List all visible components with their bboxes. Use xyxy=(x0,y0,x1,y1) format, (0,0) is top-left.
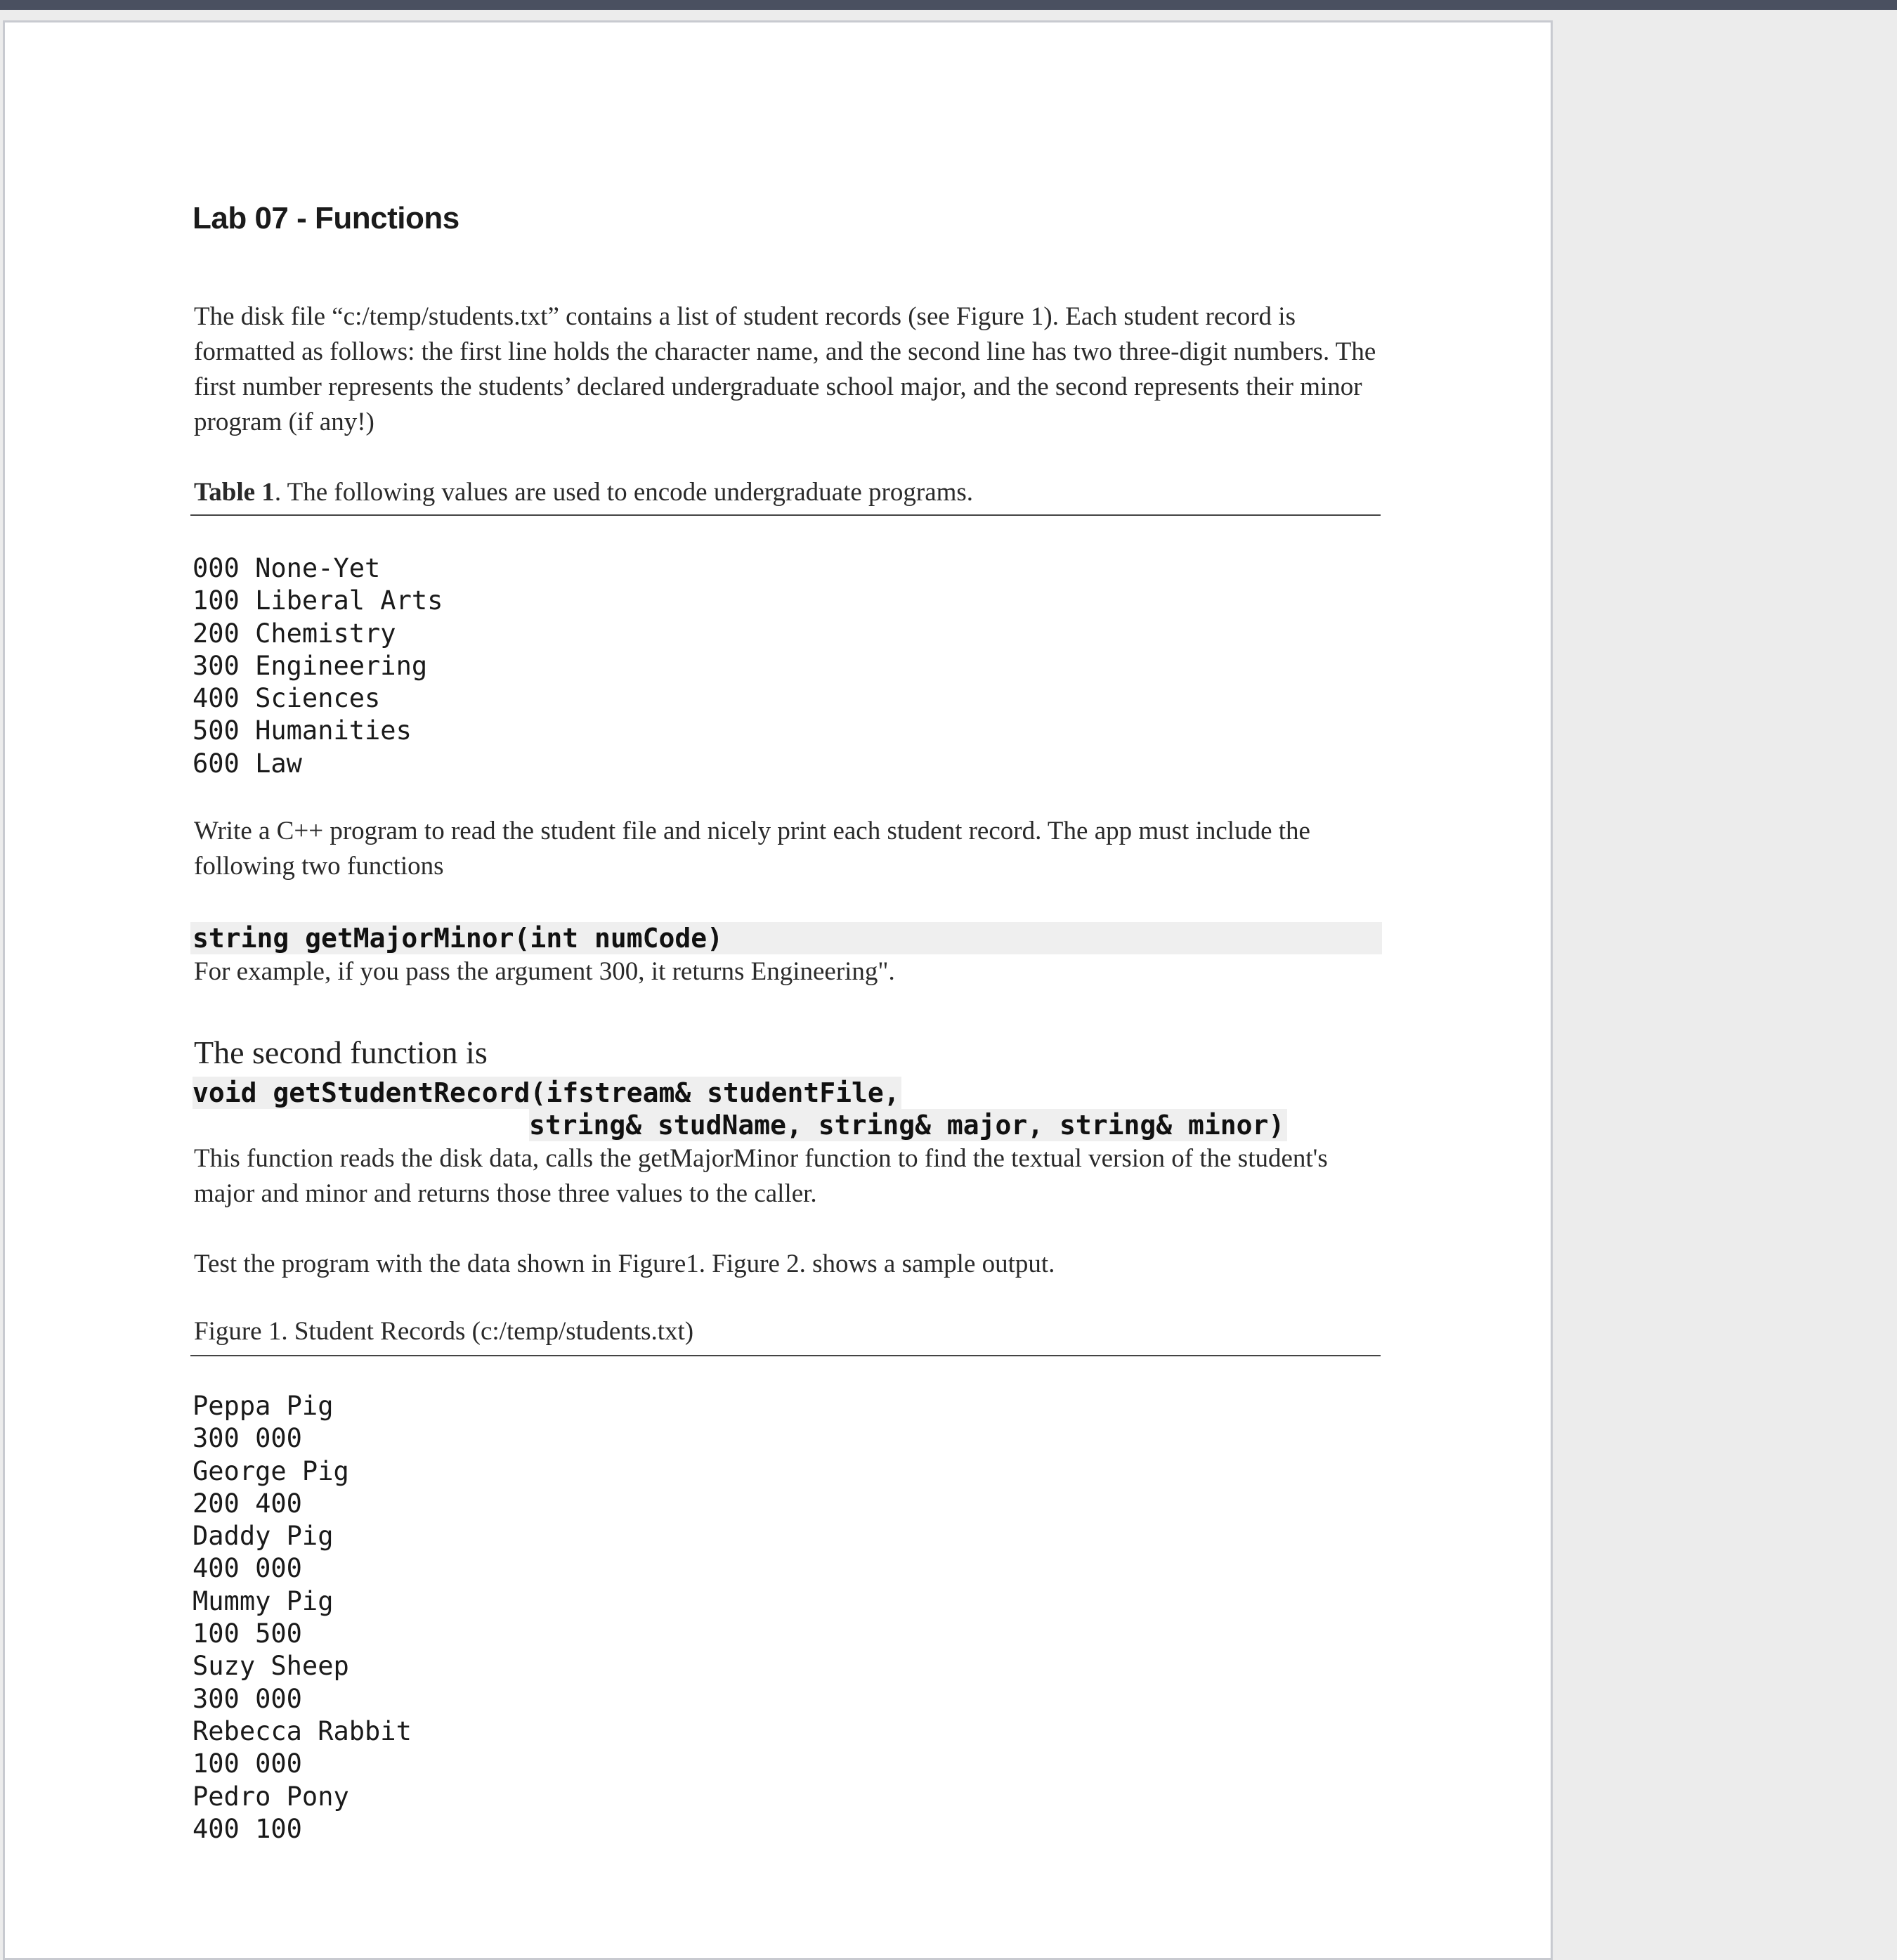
table-caption-label: Table 1 xyxy=(194,478,275,507)
function1-example: For example, if you pass the argument 300, it returns Engineering". xyxy=(194,957,895,986)
window-top-bar xyxy=(0,0,1897,10)
program-code-line: 000 None-Yet xyxy=(193,553,381,583)
intro-paragraph: The disk file “c:/temp/students.txt” contains a list of student records (see Figure 1). Each student record is formatted as follows: the first line holds the character name, and the second line has two three-digit numbers. The first number represents the students’ declared undergraduate school major, and the second represents their minor program (if any!) xyxy=(194,302,1376,436)
figure-caption: Figure 1. Student Records (c:/temp/students.txt) xyxy=(190,1314,1381,1356)
second-function-heading: The second function is xyxy=(194,1034,488,1070)
student-record-line: Rebecca Rabbit xyxy=(193,1715,412,1746)
student-record-line: 400 100 xyxy=(193,1813,302,1844)
get-student-record-signature-line2: string& studName, string& major, string& minor) xyxy=(529,1109,1287,1141)
program-code-line: 400 Sciences xyxy=(193,683,381,714)
student-record-line: Suzy Sheep xyxy=(193,1651,349,1682)
program-code-line: 300 Engineering xyxy=(193,650,428,681)
program-code-line: 100 Liberal Arts xyxy=(193,585,443,616)
student-record-line: Mummy Pig xyxy=(193,1585,334,1616)
page-title: Lab 07 - Functions xyxy=(193,201,459,235)
get-student-record-signature-line1: void getStudentRecord(ifstream& studentFile, xyxy=(193,1077,900,1108)
student-record-line: George Pig xyxy=(193,1455,349,1486)
student-records-list xyxy=(193,1390,412,1845)
table-caption-text: . The following values are used to encode undergraduate programs. xyxy=(274,478,974,507)
program-codes-list xyxy=(193,552,443,780)
student-record-line: 300 000 xyxy=(193,1683,302,1714)
get-major-minor-signature: string getMajorMinor(int numCode) xyxy=(190,922,1382,954)
program-code-line: 600 Law xyxy=(193,748,302,779)
student-record-line: 100 000 xyxy=(193,1748,302,1779)
student-record-line: Peppa Pig xyxy=(193,1391,334,1421)
student-record-line: 400 000 xyxy=(193,1553,302,1584)
student-record-line: 300 000 xyxy=(193,1423,302,1454)
document-page xyxy=(3,20,1553,1960)
student-record-line: Pedro Pony xyxy=(193,1781,349,1812)
student-record-line: Daddy Pig xyxy=(193,1521,334,1552)
program-code-line: 500 Humanities xyxy=(193,715,412,746)
student-record-line: 100 500 xyxy=(193,1618,302,1649)
student-record-line: 200 400 xyxy=(193,1488,302,1519)
instructions-paragraph: Write a C++ program to read the student file and nicely print each student record. The app must include the following two functions xyxy=(194,817,1310,881)
function2-description: This function reads the disk data, calls the getMajorMinor function to find the textual version of the student's major and minor and returns those three values to the caller. xyxy=(194,1144,1328,1208)
table-caption xyxy=(190,475,1381,516)
test-paragraph: Test the program with the data shown in Figure1. Figure 2. shows a sample output. xyxy=(194,1250,1055,1278)
program-code-line: 200 Chemistry xyxy=(193,618,396,649)
